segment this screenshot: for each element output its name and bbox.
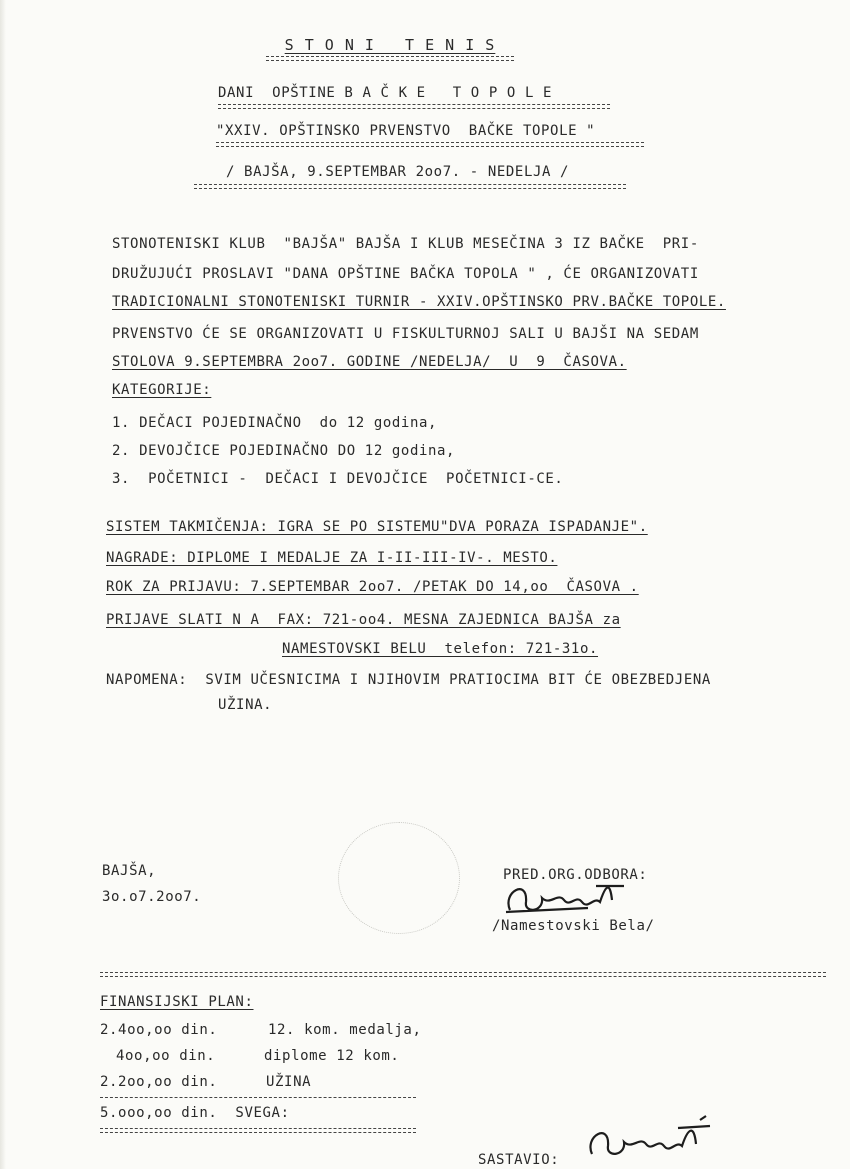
signature-compiler — [582, 1114, 722, 1164]
finance-amount-diplomas: 4oo,oo din. — [116, 1048, 216, 1064]
intro-line-1: STONOTENISKI KLUB "BAJŠA" BAJŠA I KLUB MESEČINA 3 IZ BAČKE PRI- — [112, 236, 699, 252]
category-item-2: 2. DEVOJČICE POJEDINAČNO DO 12 godina, — [112, 443, 456, 459]
categories-label: KATEGORIJE: — [112, 382, 212, 398]
faded-stamp — [338, 822, 460, 934]
registration-phone: NAMESTOVSKI BELU telefon: 721-31o. — [282, 641, 599, 657]
scan-shadow-edge — [0, 0, 6, 1169]
category-item-3: 3. POČETNICI - DEČACI I DEVOJČICE POČETNICI-CE. — [112, 471, 564, 487]
finance-item-medals: 12. kom. medalja, — [268, 1022, 422, 1038]
note-line-1: NAPOMENA: SVIM UČESNICIMA I NJIHOVIM PRATIOCIMA BIT ĆE OBEZBEDJENA — [106, 672, 711, 688]
finance-item-snack: UŽINA — [266, 1074, 312, 1090]
category-item-1: 1. DEČACI POJEDINAČNO do 12 godina, — [112, 415, 438, 431]
document-title: S T O N I T E N I S — [284, 36, 496, 54]
awards: NAGRADE: DIPLOME I MEDALJE ZA I-II-III-IV-. MESTO. — [106, 550, 558, 566]
date: 3o.o7.2oo7. — [102, 889, 202, 905]
title-underline — [266, 56, 514, 61]
finance-total-line — [100, 1097, 416, 1098]
intro-line-2: DRUŽUJUĆI PROSLAVI "DANA OPŠTINE BAČKA TOPOLA " , ĆE ORGANIZOVATI — [112, 266, 699, 282]
signature-chairman — [498, 872, 638, 922]
competition-system: SISTEM TAKMIČENJA: IGRA SE PO SISTEMU"DVA PORAZA ISPADANJE". — [106, 519, 648, 535]
header-line3-underline — [216, 142, 644, 147]
place: BAJŠA, — [102, 863, 157, 879]
header-line-date: / BAJŠA, 9.SEPTEMBAR 2oo7. - NEDELJA / — [226, 164, 570, 180]
finance-item-diplomas: diplome 12 kom. — [264, 1048, 400, 1064]
signer-title: PRED.ORG.ODBORA: — [503, 867, 648, 883]
note-line-2: UŽINA. — [218, 697, 273, 713]
finance-amount-snack: 2.2oo,oo din. — [100, 1074, 218, 1090]
header-line4-underline — [194, 184, 626, 189]
finance-amount-medals: 2.4oo,oo din. — [100, 1022, 218, 1038]
header-line-prvenstvo: "XXIV. OPŠTINSKO PRVENSTVO BAČKE TOPOLE " — [216, 123, 596, 139]
compiled-by-label: SASTAVIO: — [478, 1152, 560, 1168]
location-line-2: STOLOVA 9.SEPTEMBRA 2oo7. GODINE /NEDELJA/ U 9 ČASOVA. — [112, 354, 627, 370]
header-line-dani-opstine: DANI OPŠTINE B A Č K E T O P O L E — [218, 85, 553, 101]
intro-line-3: TRADICIONALNI STONOTENISKI TURNIR - XXIV.OPŠTINSKO PRV.BAČKE TOPOLE. — [112, 294, 726, 310]
finance-heading: FINANSIJSKI PLAN: — [100, 994, 254, 1010]
registration-deadline: ROK ZA PRIJAVU: 7.SEPTEMBAR 2oo7. /PETAK DO 14,oo ČASOVA . — [106, 579, 639, 595]
finance-total-underline — [100, 1128, 416, 1133]
header-line2-underline — [218, 104, 610, 109]
signer-name: /Namestovski Bela/ — [492, 918, 655, 934]
location-line-1: PRVENSTVO ĆE SE ORGANIZOVATI U FISKULTURNOJ SALI U BAJŠI NA SEDAM — [112, 326, 699, 342]
finance-total: 5.ooo,oo din. SVEGA: — [100, 1105, 290, 1121]
registration-fax: PRIJAVE SLATI N A FAX: 721-oo4. MESNA ZAJEDNICA BAJŠA za — [106, 612, 621, 628]
finance-separator — [100, 972, 826, 977]
